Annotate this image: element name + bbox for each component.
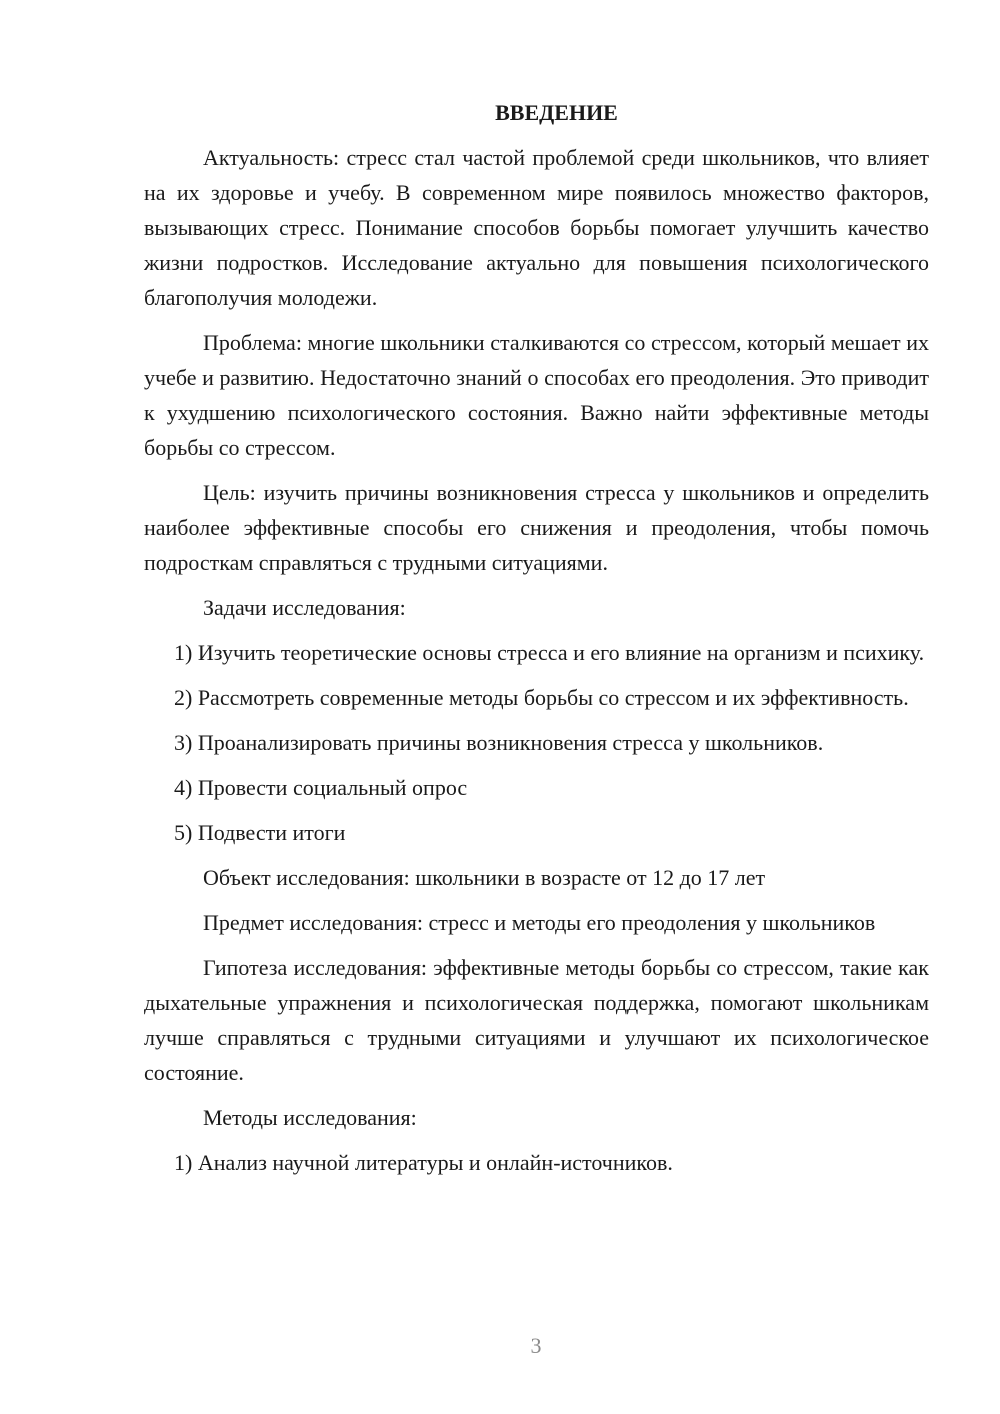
page-title: ВВЕДЕНИЕ (495, 100, 618, 125)
task-item: 1) Изучить теоретические основы стресса и его влияние на организм и психику. (174, 640, 925, 665)
task-item: 2) Рассмотреть современные методы борьбы со стрессом и их эффективность. (174, 685, 909, 710)
tasks-heading: Задачи исследования: (203, 595, 406, 620)
hypothesis-paragraph: Гипотеза исследования: эффективные методы борьбы со стрессом, такие как дыхательные упражнения и психологическая поддержка, помогают школьникам лучше справляться с трудными ситуациями и улучшают их психологическое состояние. (144, 955, 929, 1085)
page-number: 3 (530, 1333, 542, 1358)
goal-paragraph: Цель: изучить причины возникновения стресса у школьников и определить наиболее эффективные способы его снижения и преодоления, чтобы помочь подросткам справляться с трудными ситуациями. (144, 480, 929, 575)
method-item: 1) Анализ научной литературы и онлайн-источников. (174, 1150, 673, 1175)
task-item: 5) Подвести итоги (174, 820, 346, 845)
task-item: 3) Проанализировать причины возникновения стресса у школьников. (174, 730, 824, 755)
relevance-paragraph: Актуальность: стресс стал частой проблемой среди школьников, что влияет на их здоровье и учебу. В современном мире появилось множество факторов, вызывающих стресс. Понимание способов борьбы помогает улучшить качество жизни подростков. Исследование актуально для повышения психологического благополучия молодежи. (144, 145, 929, 310)
object-paragraph: Объект исследования: школьники в возрасте от 12 до 17 лет (203, 865, 766, 890)
subject-paragraph: Предмет исследования: стресс и методы его преодоления у школьников (203, 910, 876, 935)
problem-paragraph: Проблема: многие школьники сталкиваются со стрессом, который мешает их учебе и развитию. Недостаточно знаний о способах его преодоления. Это приводит к ухудшению психологического состояния. Важно найти эффективные методы борьбы со стрессом. (144, 330, 929, 460)
page-content (144, 95, 929, 1190)
methods-heading: Методы исследования: (203, 1105, 417, 1130)
task-item: 4) Провести социальный опрос (174, 775, 468, 800)
